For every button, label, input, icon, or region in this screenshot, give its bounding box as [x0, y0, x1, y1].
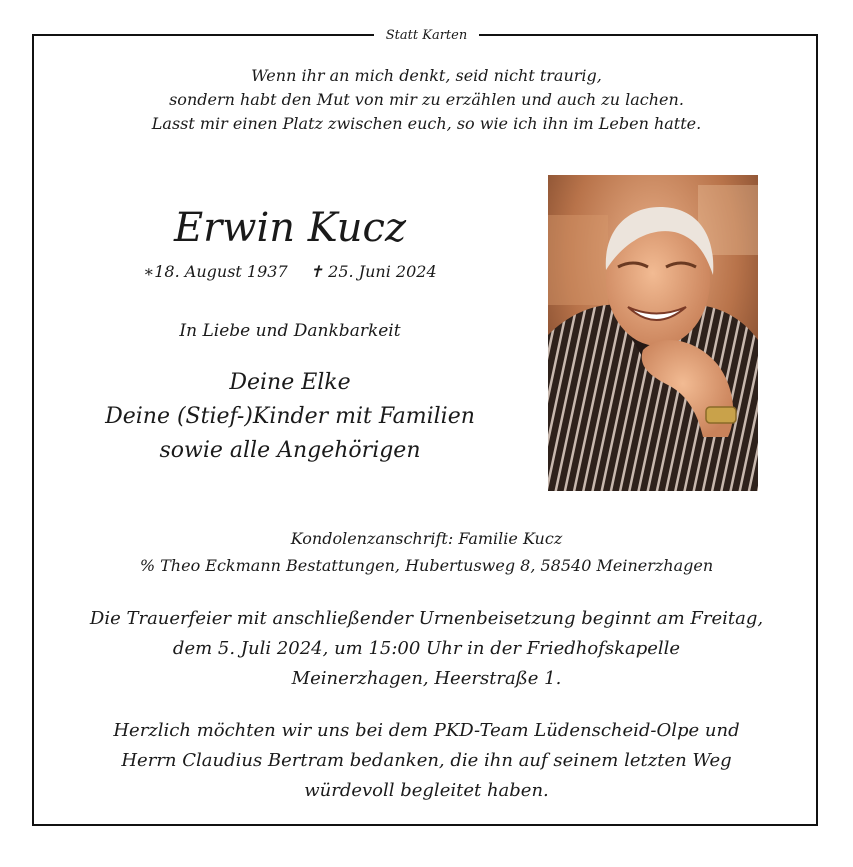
poem-line: Lasst mir einen Platz zwischen euch, so wie ich ihn im Leben hatte. [151, 114, 702, 133]
thanks-line: Herzlich möchten wir uns bei dem PKD-Team Lüdenscheid-Olpe und [113, 720, 740, 741]
address-line: Kondolenzanschrift: Familie Kucz [290, 529, 563, 548]
deceased-name: Erwin Kucz [173, 205, 407, 251]
ceremony-line: Die Trauerfeier mit anschließender Urnenbeisetzung beginnt am Freitag, [89, 608, 764, 629]
header-label-container [0, 24, 853, 46]
poem-block [0, 64, 853, 136]
ceremony-line: Meinerzhagen, Heerstraße 1. [291, 668, 562, 689]
life-dates [80, 260, 500, 284]
family-line: sowie alle Angehörigen [159, 438, 421, 463]
header-label: Statt Karten [374, 28, 479, 43]
death-date: 25. Juni 2024 [328, 262, 437, 281]
birth-symbol-icon: ∗ [143, 262, 155, 281]
dedication-text: In Liebe und Dankbarkeit [179, 321, 401, 341]
condolence-address [0, 525, 853, 579]
address-line: % Theo Eckmann Bestattungen, Hubertusweg 8, 58540 Meinerzhagen [139, 556, 714, 575]
ceremony-line: dem 5. Juli 2024, um 15:00 Uhr in der Friedhofskapelle [172, 638, 681, 659]
death-cross-icon: ✝ [309, 262, 324, 281]
family-line: Deine (Stief-)Kinder mit Familien [105, 404, 475, 429]
family-line: Deine Elke [229, 370, 351, 395]
portrait-photo [548, 175, 758, 491]
birth-date: 18. August 1937 [154, 262, 288, 281]
family-block [80, 366, 500, 468]
thanks-line: Herrn Claudius Bertram bedanken, die ihn auf seinem letzten Weg [121, 750, 732, 771]
poem-line: Wenn ihr an mich denkt, seid nicht traurig, [251, 66, 602, 85]
poem-line: sondern habt den Mut von mir zu erzählen und auch zu lachen. [169, 90, 684, 109]
ceremony-info [0, 604, 853, 694]
thanks-line: würdevoll begleitet haben. [304, 780, 549, 801]
thanks-note [0, 716, 853, 806]
